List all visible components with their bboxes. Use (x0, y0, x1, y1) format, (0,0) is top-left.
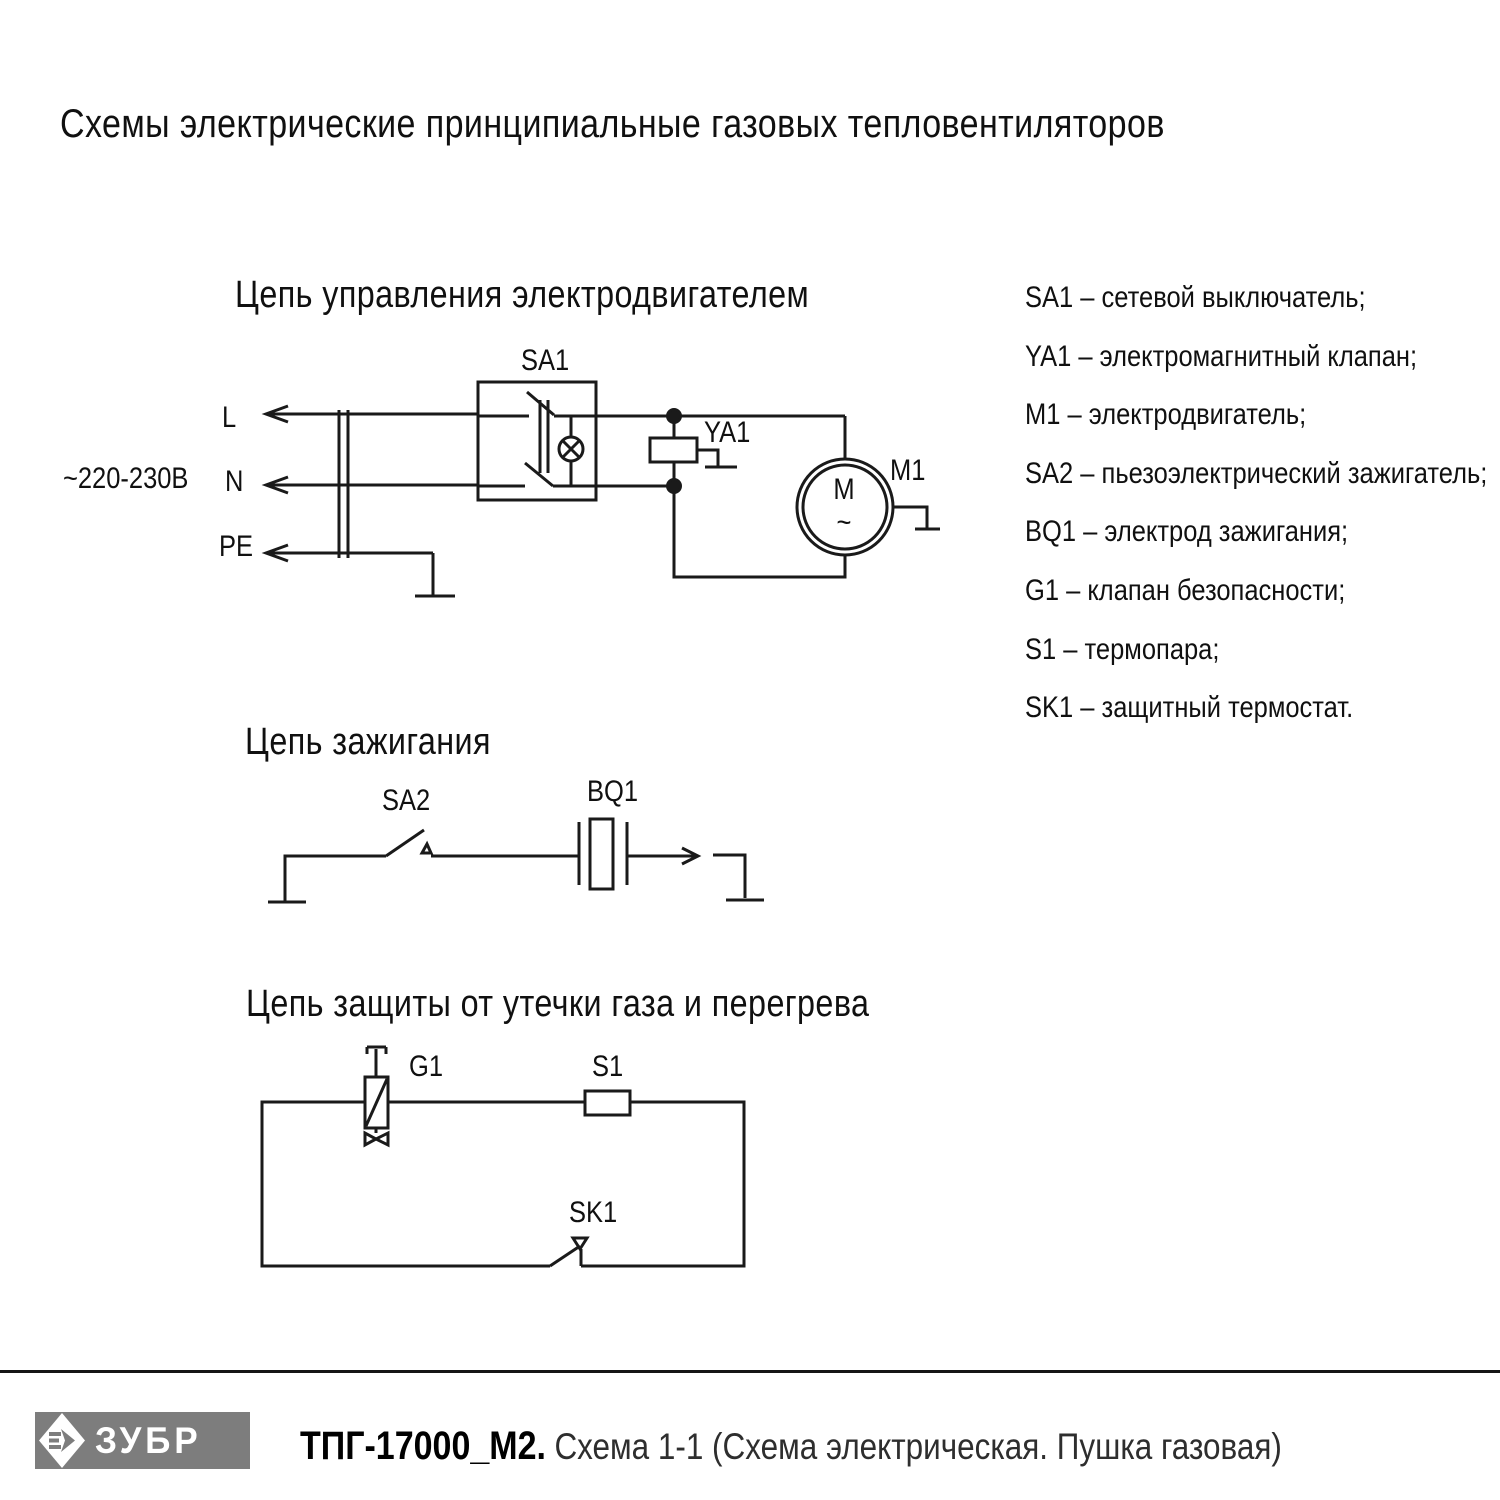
brand-name: ЗУБР (95, 1419, 202, 1461)
scheme-caption: Схема 1-1 (Схема электрическая. Пушка газовая) (554, 1426, 1282, 1467)
bq1-piezo-symbol (579, 819, 627, 889)
circuit2-labels (382, 774, 638, 816)
section-heading-motor-control: Цепь управления электродвигателем (235, 274, 810, 316)
sa1-label: SA1 (521, 343, 570, 377)
sa2-pushbutton-tip (422, 844, 431, 853)
zubr-diamond-icon (35, 1412, 89, 1469)
bq1-label: BQ1 (587, 774, 639, 808)
sk1-contact-triangle (573, 1238, 587, 1249)
circuit3-labels (409, 1049, 623, 1228)
s1-label: S1 (592, 1049, 624, 1083)
legend-item-sk1: SK1 – защитный термостат. (1025, 691, 1354, 725)
legend-item-bq1: BQ1 – электрод зажигания; (1025, 515, 1349, 549)
sa2-label: SA2 (382, 783, 431, 817)
sa2-switch-symbol (386, 830, 431, 856)
motor-return-wire (674, 486, 845, 577)
page-title-text: Схемы электрические принципиальные газовых тепловентиляторов (60, 102, 1165, 146)
ya1-label: YA1 (704, 415, 751, 449)
footer-caption (300, 1426, 1282, 1466)
sa2-blade (386, 830, 424, 856)
model-number: ТПГ-17000_М2. (300, 1424, 546, 1468)
s1-thermocouple-symbol (585, 1091, 630, 1115)
g1-gas-valve-bowtie (365, 1133, 388, 1145)
legend-item-g1: G1 – клапан безопасности; (1025, 573, 1346, 607)
sk1-thermostat-symbol (550, 1238, 587, 1266)
circuit-motor-control (63, 343, 940, 596)
lamp-cross (563, 441, 580, 458)
line-pe-label: PE (219, 529, 254, 563)
circuit1-labels (63, 343, 925, 562)
supply-arrows (266, 406, 478, 596)
circuit-ignition (268, 774, 764, 902)
sk1-label: SK1 (569, 1195, 618, 1229)
legend-item-ya1: YA1 – электромагнитный клапан; (1025, 339, 1418, 373)
g1-safety-valve-symbol (365, 1047, 388, 1145)
motor-ground-lead (893, 507, 927, 528)
circuit-protection (262, 1047, 744, 1266)
ignition-left-wire (285, 856, 386, 902)
legend-item-sa2: SA2 – пьезоэлектрический зажигатель; (1025, 456, 1488, 490)
ya1-ground-lead (697, 450, 718, 466)
loop-left-wire (262, 1102, 550, 1266)
section-heading-ignition: Цепь зажигания (245, 721, 491, 763)
sk1-blade (550, 1246, 580, 1266)
bq1-crystal (590, 819, 613, 889)
m1-label: M1 (890, 453, 926, 487)
legend-item-m1: M1 – электродвигатель; (1025, 398, 1307, 432)
motor-m-glyph: M (833, 472, 855, 506)
line-l-label: L (222, 400, 237, 434)
sa1-switch-symbol (478, 382, 596, 500)
voltage-label: ~220-230В (63, 461, 189, 495)
g1-label: G1 (409, 1049, 444, 1083)
line-n-label: N (225, 464, 244, 498)
g1-valve-diagonal (366, 1079, 387, 1126)
section-heading-protection: Цепь защиты от утечки газа и перегрева (246, 983, 870, 1025)
brand-logo (35, 1412, 250, 1469)
ya1-coil-box (650, 438, 697, 462)
legend-item-sa1: SA1 – сетевой выключатель; (1025, 281, 1366, 314)
motor-wave-glyph: ~ (836, 505, 852, 539)
ignition-right-stub (713, 855, 745, 898)
footer-separator (0, 1370, 1500, 1373)
legend-item-s1: S1 – термопара; (1025, 632, 1220, 666)
loop-right-wire (581, 1102, 744, 1266)
